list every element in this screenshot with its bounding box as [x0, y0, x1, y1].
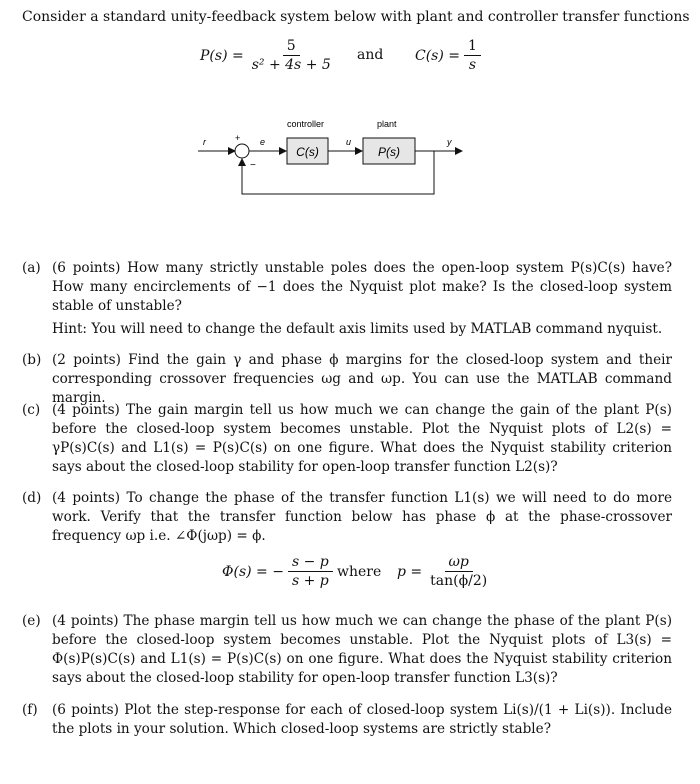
phi-equation	[0, 554, 700, 598]
question-text: (2 points) Find the gain γ and phase ϕ margins for the closed-loop system and their corresponding crossover frequencies ωg and ωp. You can use the MATLAB command margin.	[52, 352, 672, 406]
question-text: (6 points) How many strictly unstable poles does the open-loop system P(s)C(s) have? How many encirclements of −1 does the Nyquist plot make? Is the closed-loop system stable of unstable?	[52, 260, 672, 314]
controller-equation	[415, 38, 481, 73]
plant-denominator: s² + 4s + 5	[251, 57, 331, 73]
question-label: (c)	[22, 402, 41, 418]
hint-text: Hint: You will need to change the default axis limits used by MATLAB command nyquist.	[52, 321, 663, 337]
question-label: (a)	[22, 260, 41, 276]
p-definition	[397, 554, 491, 589]
plant-caption: plant	[377, 119, 397, 129]
question-label: (e)	[22, 613, 41, 629]
plant-fraction	[248, 38, 335, 73]
controller-denominator: s	[468, 57, 477, 73]
signal-u: u	[346, 137, 352, 147]
question-d	[22, 489, 672, 546]
transfer-functions	[0, 38, 700, 78]
controller-block-label: C(s)	[296, 145, 319, 159]
question-label: (f)	[22, 702, 38, 718]
question-text: (4 points) To change the phase of the transfer function L1(s) we will need to do more work. Verify that the transfer function below has phase ϕ at the phase-crossover frequency ωp i.e. ∠Φ(jωp) = ϕ.	[52, 490, 672, 544]
question-text: (4 points) The phase margin tell us how much we can change the phase of the plant P(s) before the closed-loop system becomes unstable. Plot the Nyquist plots of L3(s) = Φ(s)P(s)C(s) and L1(s) = P(s)C(s) on one figure. What does the Nyquist stability criterion says about the closed-loop stability for open-loop transfer function L3(s)?	[52, 613, 672, 686]
question-c	[22, 401, 672, 477]
controller-caption: controller	[287, 119, 325, 129]
p-numerator: ωp	[445, 554, 473, 572]
plant-numerator: 5	[283, 38, 300, 56]
p-fraction	[426, 554, 491, 589]
question-label: (d)	[22, 490, 42, 506]
question-text: (6 points) Plot the step-response for each of closed-loop system Li(s)/(1 + Li(s)). Include the plots in your solution. Which closed-loop systems are strictly stable?	[52, 702, 672, 737]
controller-fraction	[464, 38, 481, 73]
minus-sign: −	[250, 160, 256, 171]
question-label: (b)	[22, 352, 42, 368]
controller-lhs: C(s) =	[415, 47, 461, 64]
question-e	[22, 612, 672, 688]
phi-denominator: s + p	[291, 573, 329, 589]
intro-text: Consider a standard unity-feedback system below with plant and controller transfer functions	[22, 9, 690, 25]
question-f	[22, 701, 672, 739]
phi-lhs: Φ(s) = −	[222, 563, 284, 580]
question-b	[22, 351, 672, 408]
question-a	[22, 259, 672, 316]
plant-lhs: P(s) =	[200, 47, 244, 64]
where-word: where	[337, 564, 382, 580]
block-diagram	[190, 113, 490, 203]
signal-y: y	[447, 137, 452, 147]
plant-equation	[200, 38, 335, 73]
summing-junction	[235, 144, 249, 158]
signal-r: r	[203, 137, 206, 147]
phi-numerator: s − p	[288, 554, 333, 572]
p-lhs: p =	[397, 563, 423, 580]
plant-block-label: P(s)	[378, 145, 400, 159]
phi-fraction	[288, 554, 333, 589]
signal-e: e	[260, 137, 266, 147]
phi-definition	[222, 554, 333, 589]
plus-sign: +	[235, 133, 241, 143]
and-word: and	[357, 47, 384, 63]
question-text: (4 points) The gain margin tell us how much we can change the gain of the plant P(s) before the closed-loop system becomes unstable. Plot the Nyquist plots of L2(s) = γP(s)C(s) and L1(s) = P(s)C(s) on one figure. What does the Nyquist stability criterion says about the closed-loop stability for open-loop transfer function L2(s)?	[52, 402, 672, 475]
p-denominator: tan(ϕ/2)	[430, 573, 488, 589]
controller-numerator: 1	[464, 38, 481, 56]
